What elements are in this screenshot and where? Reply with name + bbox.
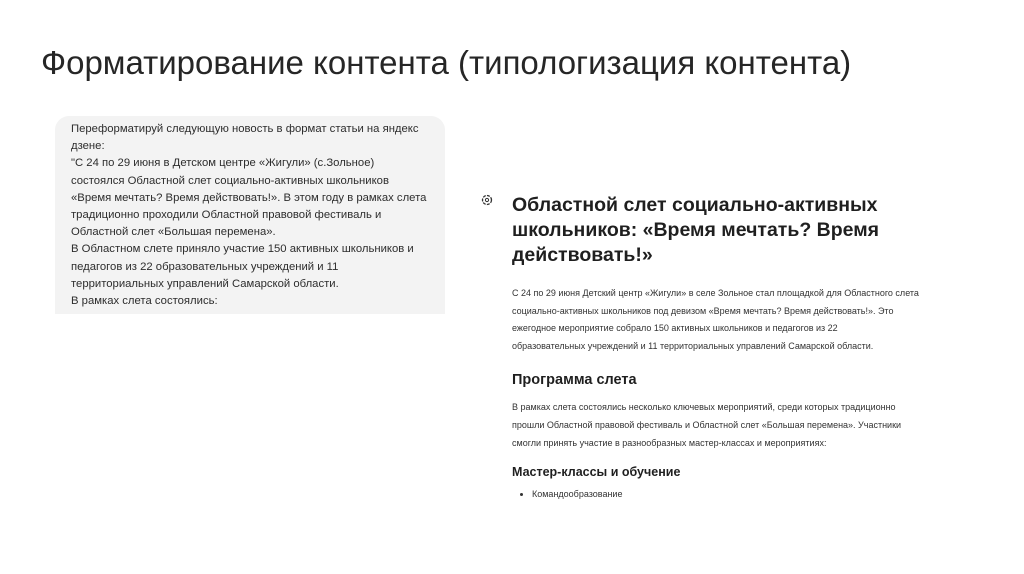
prompt-line: В рамках слета состоялись:: [71, 295, 218, 308]
section-line: В рамках слета состоялись несколько ключевых мероприятий, среди которых традиционно: [512, 402, 896, 413]
intro-line: С 24 по 29 июня Детский центр «Жигули» в селе Зольное стал площадкой для Областного слета: [512, 288, 919, 298]
prompt-line: территориальных управлений Самарской области.: [71, 277, 339, 290]
prompt-line: Областной слет «Большая перемена».: [71, 226, 276, 239]
prompt-line: Переформатируй следующую новость в формат статьи на яндекс: [71, 123, 419, 135]
section-text: [512, 399, 972, 452]
section-title: Программа слета: [512, 372, 637, 389]
user-prompt-bubble: [55, 116, 445, 314]
subsection-title: Мастер-классы и обучение: [512, 465, 681, 480]
list-item: • Командообразование: [532, 486, 972, 502]
section-line: смогли принять участие в разнообразных мастер-классах и мероприятиях:: [512, 437, 827, 448]
bullet-list: [512, 486, 972, 502]
prompt-line: дзене:: [71, 140, 105, 153]
prompt-line: традиционно проходили Областной правовой фестиваль и: [71, 209, 382, 222]
assistant-article: [512, 193, 972, 502]
title-line: действовать!»: [512, 244, 653, 266]
assistant-logo-icon: [481, 194, 493, 206]
intro-line: образовательных учреждений и 11 территориальных управлений Самарской области.: [512, 340, 874, 351]
prompt-line: "С 24 по 29 июня в Детском центре «Жигули» (с.Зольное): [71, 157, 375, 170]
title-line: Областной слет социально-активных: [512, 194, 878, 216]
prompt-line: состоялся Областной слет социально-активных школьников: [71, 174, 389, 187]
prompt-text: [55, 116, 445, 310]
article-title: [512, 193, 972, 268]
prompt-line: педагогов из 22 образовательных учреждений и 11: [71, 260, 339, 273]
section-line: прошли Областной правовой фестиваль и Областной слет «Большая перемена». Участники: [512, 419, 902, 430]
slide-title: Форматирование контента (типологизация контента): [41, 44, 852, 81]
article-intro: [512, 285, 972, 355]
prompt-line: В Областном слете приняло участие 150 активных школьников и: [71, 243, 414, 256]
intro-line: ежегодное мероприятие собрало 150 активных школьников и педагогов из 22: [512, 323, 838, 334]
prompt-line: «Время мечтать? Время действовать!». В этом году в рамках слета: [71, 191, 427, 204]
intro-line: социально-активных школьников под девизом «Время мечтать? Время действовать!». Это: [512, 305, 894, 316]
title-line: школьников: «Время мечтать? Время: [512, 219, 880, 241]
